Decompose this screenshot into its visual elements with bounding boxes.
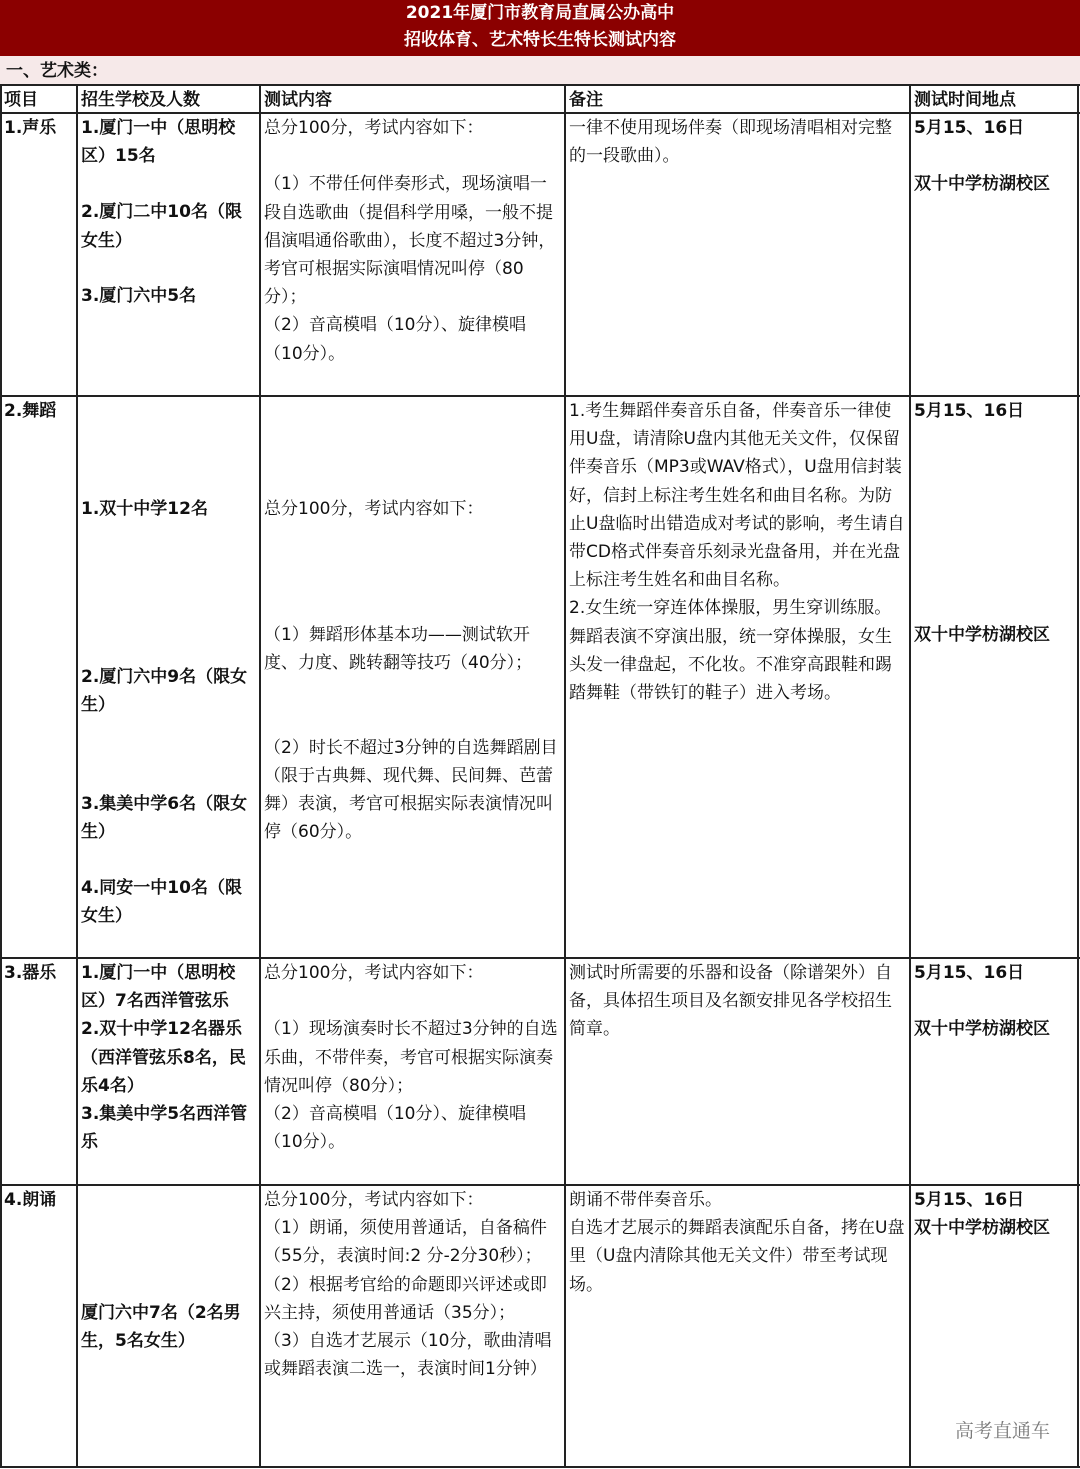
school-entry: 厦门六中7名（2名男生，5名女生）	[81, 1303, 241, 1352]
school-entry: 3.集美中学5名西洋管乐	[81, 1104, 248, 1153]
grid-line	[0, 84, 2, 1468]
row-notes	[569, 397, 905, 707]
row-schools	[81, 114, 257, 310]
row-item: 4.朗诵	[4, 1190, 57, 1210]
content-line: （1）不带任何伴奏形式，现场演唱一段自选歌曲（提倡科学用嗓，一般不提倡演唱通俗歌曲），长度不超过3分钟，考官可根据实际演唱情况叫停（80分）；	[264, 174, 556, 308]
test-time: 5月15、16日	[914, 401, 1025, 421]
content-line: 总分100分，考试内容如下：	[264, 118, 484, 138]
row-notes	[569, 114, 905, 170]
row-content	[264, 114, 560, 368]
row-time-place	[914, 959, 1076, 1044]
content-line: （1）朗诵，须使用普通话，自备稿件（55分，表演时间:2 分-2分30秒）；	[264, 1218, 547, 1267]
grid-line	[564, 84, 566, 1468]
grid-line	[1077, 84, 1079, 1468]
notes-line: 朗诵不带伴奏音乐。	[569, 1190, 722, 1210]
row-time-place	[914, 1186, 1076, 1242]
school-entry: 3.厦门六中5名	[81, 285, 197, 306]
test-time: 5月15、16日	[914, 963, 1025, 983]
row-item: 2.舞蹈	[4, 401, 57, 421]
row-schools	[81, 959, 259, 1156]
header-schools: 招生学校及人数	[81, 90, 200, 110]
school-entry: 2.双十中学12名器乐（西洋管弦乐8名，民乐4名）	[81, 1019, 246, 1096]
school-entry: 1.双十中学12名	[81, 499, 208, 519]
row-schools	[81, 397, 257, 930]
row-time-place	[914, 114, 1076, 199]
row-item: 1.声乐	[4, 118, 57, 138]
school-entry: 1.厦门一中（思明校区）7名西洋管弦乐	[81, 963, 236, 1012]
title-line-2: 招收体育、艺术特长生特长测试内容	[404, 30, 676, 50]
school-entry: 3.集美中学6名（限女生）	[81, 793, 248, 842]
content-line: （2）音高模唱（10分）、旋律模唱（10分）。	[264, 315, 526, 364]
content-line: （3）自选才艺展示（10分，歌曲清唱或舞蹈表演二选一，表演时间1分钟）	[264, 1331, 552, 1380]
test-place: 双十中学枋湖校区	[914, 174, 1050, 195]
school-entry: 2.厦门二中10名（限女生）	[81, 202, 242, 251]
grid-line	[909, 84, 911, 1468]
content-line: （2）音高模唱（10分）、旋律模唱（10分）。	[264, 1104, 526, 1153]
grid-line	[76, 84, 78, 1468]
content-line: 总分100分，考试内容如下：	[264, 1190, 484, 1210]
title-line-1: 2021年厦门市教育局直属公办高中	[405, 3, 675, 23]
header-item: 项目	[4, 90, 38, 110]
content-line: （2）根据考官给的命题即兴评述或即兴主持，须使用普通话（35分）；	[264, 1274, 547, 1323]
section-label: 一、艺术类：	[0, 56, 1080, 84]
school-entry: 2.厦门六中9名（限女生）	[81, 667, 248, 716]
content-line: （2）时长不超过3分钟的自选舞蹈剧目（限于古典舞、现代舞、民间舞、芭蕾舞）表演，考官可根据实际表演情况叫停（60分）。	[264, 737, 558, 843]
header-notes: 备注	[569, 90, 603, 110]
row-item: 3.器乐	[4, 963, 57, 983]
table-title	[0, 0, 1080, 56]
header-content: 测试内容	[264, 90, 332, 110]
grid-line	[259, 84, 261, 1468]
grid-line	[0, 1466, 1080, 1468]
content-line: 总分100分，考试内容如下：	[264, 963, 484, 983]
notes-line: 1.考生舞蹈伴奏音乐自备，伴奏音乐一律使用U盘，请清除U盘内其他无关文件，仅保留伴奏音乐（MP3或WAV格式），U盘用信封装好，信封上标注考生姓名和曲目名称。为防止U盘临时出错造成对考试的影响，考生请自带CD格式伴奏音乐刻录光盘备用，并在光盘上标注考生姓名和曲目名称。	[569, 401, 905, 591]
row-time-place	[914, 397, 1076, 649]
test-time: 5月15、16日	[914, 118, 1025, 138]
notes-line: 自选才艺展示的舞蹈表演配乐自备，拷在U盘里（U盘内清除其他无关文件）带至考试现场。	[569, 1218, 905, 1295]
row-content	[264, 397, 560, 846]
row-content	[264, 1186, 562, 1383]
row-content	[264, 959, 562, 1156]
content-line: （1）舞蹈形体基本功——测试软开度、力度、跳转翻等技巧（40分）；	[264, 625, 533, 674]
notes-line: 一律不使用现场伴奏（即现场清唱相对完整的一段歌曲）。	[569, 118, 892, 167]
row-schools	[81, 1186, 259, 1355]
header-time-place: 测试时间地点	[914, 90, 1016, 110]
test-place: 双十中学枋湖校区	[914, 1218, 1050, 1239]
test-place: 双十中学枋湖校区	[914, 1019, 1050, 1040]
watermark: 高考直通车	[954, 1420, 1050, 1442]
notes-line: 2.女生统一穿连体体操服，男生穿训练服。舞蹈表演不穿演出服，统一穿体操服，女生头发一律盘起，不化妆。不准穿高跟鞋和踢踏舞鞋（带铁钉的鞋子）进入考场。	[569, 598, 892, 704]
row-notes	[569, 1186, 905, 1299]
test-place: 双十中学枋湖校区	[914, 625, 1050, 646]
content-line: （1）现场演奏时长不超过3分钟的自选乐曲，不带伴奏，考官可根据实际演奏情况叫停（80分）；	[264, 1019, 558, 1096]
row-notes	[569, 959, 905, 1044]
school-entry: 1.厦门一中（思明校区）15名	[81, 118, 236, 167]
test-time: 5月15、16日	[914, 1190, 1025, 1210]
content-line: 总分100分，考试内容如下：	[264, 499, 484, 519]
notes-line: 测试时所需要的乐器和设备（除谱架外）自备，具体招生项目及名额安排见各学校招生简章。	[569, 963, 892, 1040]
school-entry: 4.同安一中10名（限女生）	[81, 878, 242, 927]
